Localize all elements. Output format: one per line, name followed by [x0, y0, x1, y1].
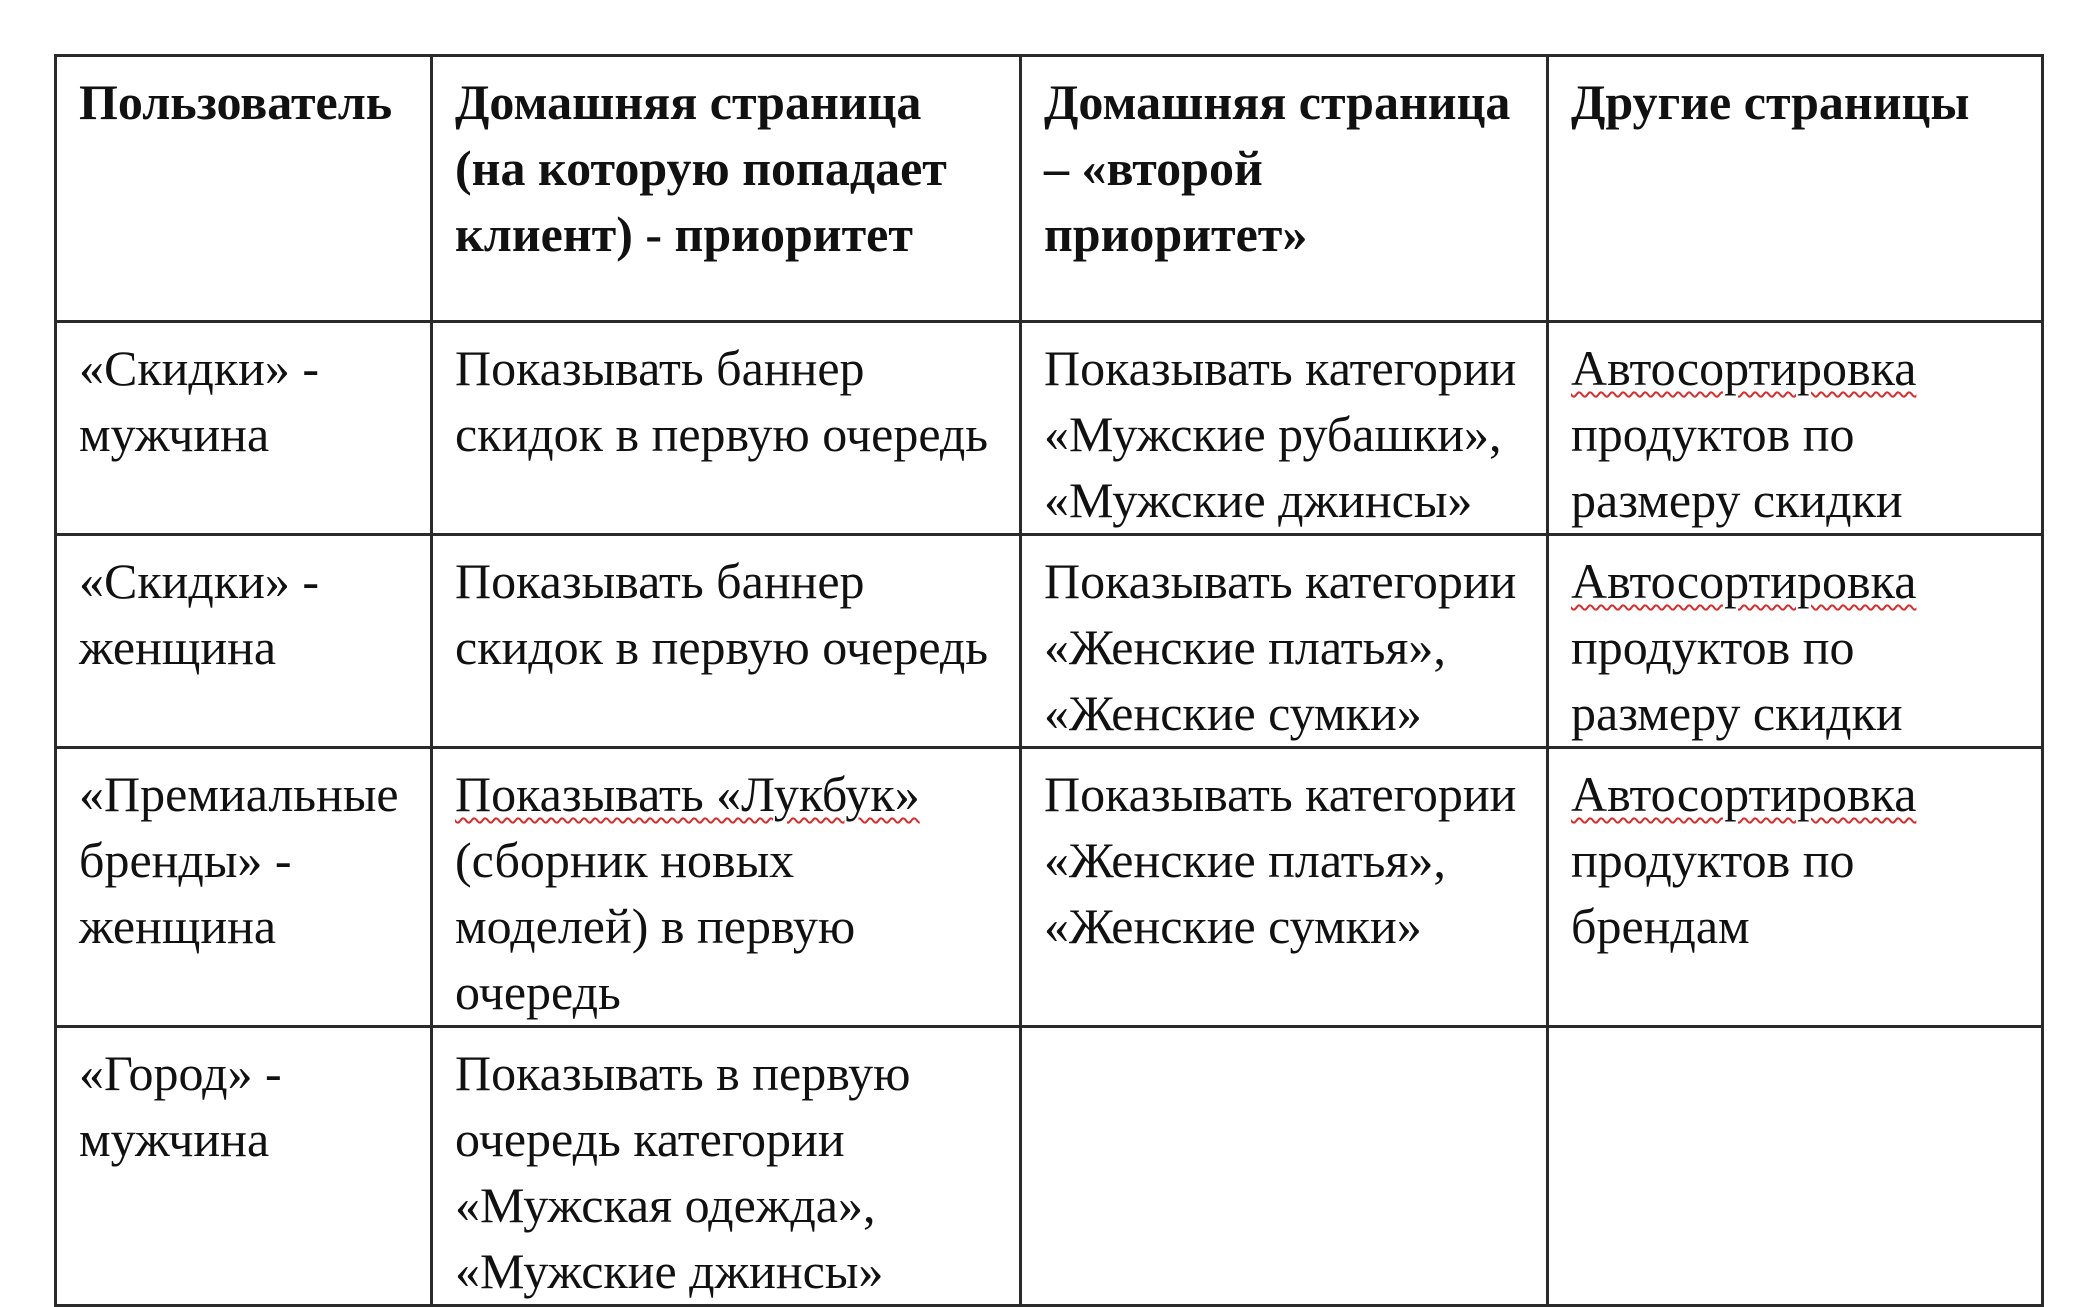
cell-line: «Скидки» - [79, 553, 320, 609]
cell-other-pages [1548, 535, 2043, 748]
cell-line: размеру скидки [1571, 472, 1903, 528]
cell-home-page [432, 1027, 1021, 1306]
cell-line: Показывать категории [1044, 766, 1517, 822]
cell-line [1571, 761, 2021, 827]
spellcheck-word: Показывать «Лукбук» [455, 766, 920, 822]
cell-line: приоритет» [1044, 206, 1308, 262]
cell-line: «Женские сумки» [1044, 898, 1422, 954]
segmentation-table [54, 54, 2044, 1307]
spellcheck-word: Автосортировка [1571, 340, 1917, 396]
cell-line [1571, 548, 2021, 614]
table-row [56, 535, 2043, 748]
cell-home-page [432, 535, 1021, 748]
cell-line: Домашняя страница [1044, 74, 1511, 130]
cell-line: очередь категории [455, 1111, 845, 1167]
cell-line: «Женские платья», [1044, 832, 1446, 888]
cell-line: женщина [79, 619, 277, 675]
cell-home-page-second [1021, 322, 1548, 535]
cell-line: продуктов по [1571, 406, 1855, 462]
cell-home-page [432, 322, 1021, 535]
cell-other-pages [1548, 322, 2043, 535]
cell-line: «Мужские джинсы» [1044, 472, 1473, 528]
cell-other-pages-empty [1548, 1027, 2043, 1306]
header-cell-home-page [432, 56, 1021, 322]
cell-line: брендам [1571, 898, 1750, 954]
table-header-row [56, 56, 2043, 322]
cell-line: Показывать в первую [455, 1045, 911, 1101]
cell-home-page-second [1021, 535, 1548, 748]
cell-line: Показывать баннер [455, 553, 865, 609]
cell-line: продуктов по [1571, 832, 1855, 888]
cell-line: Показывать категории [1044, 340, 1517, 396]
cell-line: «Скидки» - [79, 340, 320, 396]
cell-line: «Женские платья», [1044, 619, 1446, 675]
cell-user [56, 1027, 432, 1306]
cell-line: «Женские сумки» [1044, 685, 1422, 741]
cell-line: «Мужская одежда», [455, 1177, 876, 1233]
cell-line: женщина [79, 898, 277, 954]
header-cell-other-pages [1548, 56, 2043, 322]
cell-home-page-second-empty [1021, 1027, 1548, 1306]
cell-line: «Город» - [79, 1045, 282, 1101]
cell-line: (сборник новых [455, 832, 795, 888]
cell-line: очередь [455, 964, 621, 1020]
table-row [56, 322, 2043, 535]
spellcheck-word: Автосортировка [1571, 553, 1917, 609]
cell-home-page-second [1021, 748, 1548, 1027]
cell-line: мужчина [79, 1111, 270, 1167]
cell-line: «Премиальные [79, 766, 399, 822]
cell-line: Пользователь [79, 74, 393, 130]
cell-line: Другие страницы [1571, 74, 1970, 130]
cell-other-pages [1548, 748, 2043, 1027]
table-row [56, 748, 2043, 1027]
cell-line: «Мужские джинсы» [455, 1243, 884, 1299]
cell-line: продуктов по [1571, 619, 1855, 675]
cell-line: скидок в первую очередь [455, 406, 989, 462]
cell-line: Показывать баннер [455, 340, 865, 396]
cell-line: мужчина [79, 406, 270, 462]
cell-line: Домашняя страница [455, 74, 922, 130]
cell-line: «Мужские рубашки», [1044, 406, 1502, 462]
cell-line: (на которую попадает [455, 140, 947, 196]
cell-line: Показывать категории [1044, 553, 1517, 609]
cell-line: моделей) в первую [455, 898, 856, 954]
cell-line: бренды» - [79, 832, 292, 888]
cell-user [56, 535, 432, 748]
table-row [56, 1027, 2043, 1306]
cell-user [56, 748, 432, 1027]
cell-line [455, 761, 999, 827]
header-cell-home-page-second [1021, 56, 1548, 322]
cell-line: скидок в первую очередь [455, 619, 989, 675]
cell-line [1571, 335, 2021, 401]
cell-home-page [432, 748, 1021, 1027]
cell-line: клиент) - приоритет [455, 206, 913, 262]
cell-line: – «второй [1044, 140, 1263, 196]
header-cell-user [56, 56, 432, 322]
cell-user [56, 322, 432, 535]
spellcheck-word: Автосортировка [1571, 766, 1917, 822]
cell-line: размеру скидки [1571, 685, 1903, 741]
